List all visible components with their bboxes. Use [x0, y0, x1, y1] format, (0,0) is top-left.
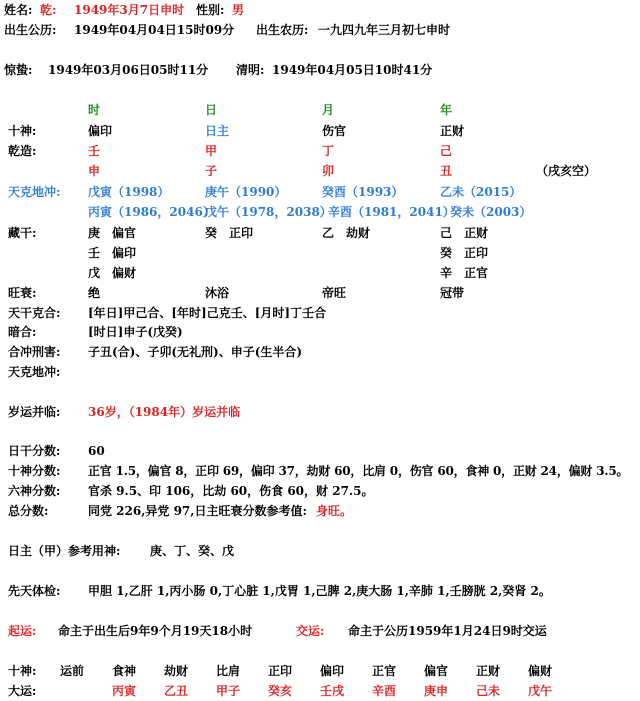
pillar-header-year: 年 — [440, 103, 453, 117]
wangshuai-month: 帝旺 — [322, 286, 347, 300]
rigan-value: 60 — [88, 444, 105, 458]
hehuo-value: 子丑(合)、子卯(无礼刑)、申子(生半合) — [88, 345, 303, 359]
dayun-ganzhi-6: 庚申 — [424, 684, 449, 698]
qiyun-value: 命主于出生后9年9个月19天18小时 — [58, 624, 253, 638]
jingzhe-label: 惊蛰: — [4, 63, 33, 77]
shishen-label: 十神: — [8, 124, 37, 138]
tiangan-label: 天干克合: — [8, 306, 61, 320]
birth-date: 1949年3月7日申时 — [74, 3, 185, 17]
rigan-label: 日干分数: — [8, 444, 61, 458]
relations-tkdc-label: 天克地冲: — [8, 365, 61, 379]
tiangan-value: [年日]甲己合、[年时]己克壬、[月时]丁壬合 — [88, 306, 327, 320]
dayun-shishen-7: 偏官 — [424, 664, 449, 678]
dayun-shishen-8: 正财 — [476, 664, 501, 678]
solar-value: 1949年04月04日15时09分 — [74, 23, 235, 37]
jiaoyun-label: 交运: — [296, 624, 325, 638]
anhe-value: [时日]申子(戊癸) — [88, 325, 183, 339]
tkdc-year-2: 癸未（2003） — [450, 205, 532, 219]
dayun-ganzhi-8: 戊午 — [528, 684, 553, 698]
qingming-label: 清明: — [236, 63, 265, 77]
tijian-label: 先天体检: — [8, 584, 61, 598]
shishen-hour: 偏印 — [88, 124, 113, 138]
dayun-shishen-4: 正印 — [268, 664, 293, 678]
tkdc-day-1: 庚午（1990） — [205, 185, 287, 199]
stem-day: 甲 — [205, 144, 218, 158]
dayun-ganzhi-0: 丙寅 — [112, 684, 137, 698]
dayun-ganzhi-4: 壬戌 — [320, 684, 345, 698]
suiyun-label: 岁运并临: — [8, 405, 61, 419]
solar-label: 出生公历: — [4, 23, 57, 37]
liushen-label: 六神分数: — [8, 484, 61, 498]
total-label: 总分数: — [8, 504, 49, 518]
dayun-ganzhi-3: 癸亥 — [268, 684, 293, 698]
total-value: 同党 226,异党 97,日主旺衰分数参考值: — [88, 504, 307, 518]
canggan-hour-2: 壬 偏印 — [88, 246, 137, 260]
shishen-score-value: 正官 1.5，偏官 8，正印 69，偏印 37，劫财 60，比肩 0，伤官 60，食神 0，正财 24，偏财 3.5。 — [88, 464, 629, 478]
tkdc-year-1: 乙未（2015） — [440, 185, 522, 199]
qiyun-label: 起运: — [8, 624, 37, 638]
canggan-year-2: 癸 正印 — [440, 246, 489, 260]
wangshuai-hour: 绝 — [88, 286, 101, 300]
branch-day: 子 — [205, 164, 218, 178]
tkdc-hour-2: 丙寅（1986，2046） — [88, 205, 215, 219]
suiyun-value: 36岁，（1984年）岁运并临 — [88, 405, 241, 419]
dayun-shishen-5: 偏印 — [320, 664, 345, 678]
gender-label: 性别: — [196, 3, 225, 17]
dayun-shishen-9: 偏财 — [528, 664, 553, 678]
canggan-hour-1: 庚 偏官 — [88, 226, 137, 240]
stem-hour: 壬 — [88, 144, 101, 158]
qian-label: 乾: — [40, 3, 57, 17]
dayun-ganzhi-1: 乙丑 — [164, 684, 189, 698]
dayun-ganzhi-7: 己未 — [476, 684, 501, 698]
qingming-value: 1949年04月05日10时41分 — [272, 63, 433, 77]
name-label: 姓名: — [4, 3, 33, 17]
gender-value: 男 — [232, 3, 245, 17]
stem-month: 丁 — [322, 144, 335, 158]
anhe-label: 暗合: — [8, 325, 37, 339]
pillar-header-hour: 时 — [88, 103, 101, 117]
liushen-value: 官杀 9.5、印 106，比劫 60，伤食 60，财 27.5。 — [88, 484, 374, 498]
qianzao-label: 乾造: — [8, 144, 37, 158]
kongwang: （戌亥空） — [536, 164, 597, 178]
jingzhe-value: 1949年03月06日05时11分 — [48, 63, 209, 77]
shishen-day: 日主 — [205, 124, 230, 138]
lunar-value: 一九四九年三月初七申时 — [318, 23, 451, 37]
pillar-header-day: 日 — [205, 103, 218, 117]
branch-hour: 申 — [88, 164, 101, 178]
canggan-year-3: 辛 正官 — [440, 266, 489, 280]
dayun-label: 大运: — [8, 684, 37, 698]
tkdc-label: 天克地冲: — [8, 185, 61, 199]
branch-year: 丑 — [440, 164, 453, 178]
hehuo-label: 合冲刑害: — [8, 345, 61, 359]
canggan-month-1: 乙 劫财 — [322, 226, 371, 240]
tkdc-month-1: 癸酉（1993） — [322, 185, 404, 199]
total-result: 身旺。 — [316, 504, 353, 518]
stem-year: 己 — [440, 144, 453, 158]
branch-month: 卯 — [322, 164, 335, 178]
canggan-year-1: 己 正财 — [440, 226, 489, 240]
tkdc-month-2: 辛酉（1981，2041） — [328, 205, 455, 219]
jiaoyun-value: 命主于公历1959年1月24日9时交运 — [348, 624, 547, 638]
canggan-day-1: 癸 正印 — [205, 226, 254, 240]
dayun-shishen-3: 比肩 — [216, 664, 241, 678]
pillar-header-month: 月 — [322, 103, 335, 117]
dayun-ganzhi-5: 辛酉 — [372, 684, 397, 698]
canggan-hour-3: 戊 偏财 — [88, 266, 137, 280]
yongshen-value: 庚、丁、癸、戊 — [150, 544, 235, 558]
dayun-ganzhi-2: 甲子 — [216, 684, 241, 698]
canggan-label: 藏干: — [8, 226, 37, 240]
dayun-shishen-1: 食神 — [112, 664, 137, 678]
dayun-shishen-6: 正官 — [372, 664, 397, 678]
yongshen-label: 日主（甲）参考用神: — [8, 544, 121, 558]
shishen-year: 正财 — [440, 124, 465, 138]
tkdc-day-2: 戊午（1978，2038） — [205, 205, 332, 219]
dayun-shishen-label: 十神: — [8, 664, 37, 678]
shishen-score-label: 十神分数: — [8, 464, 61, 478]
dayun-shishen-0: 运前 — [60, 664, 85, 678]
shishen-month: 伤官 — [322, 124, 347, 138]
wangshuai-label: 旺衰: — [8, 286, 37, 300]
wangshuai-day: 沐浴 — [205, 286, 230, 300]
tkdc-hour-1: 戊寅（1998） — [88, 185, 170, 199]
lunar-label: 出生农历: — [256, 23, 309, 37]
dayun-shishen-2: 劫财 — [164, 664, 189, 678]
wangshuai-year: 冠带 — [440, 286, 465, 300]
tijian-value: 甲胆 1,乙肝 1,丙小肠 0,丁心脏 1,戊胃 1,己脾 2,庚大肠 1,辛肺 1,壬膀胱 2,癸肾 2。 — [88, 584, 551, 598]
